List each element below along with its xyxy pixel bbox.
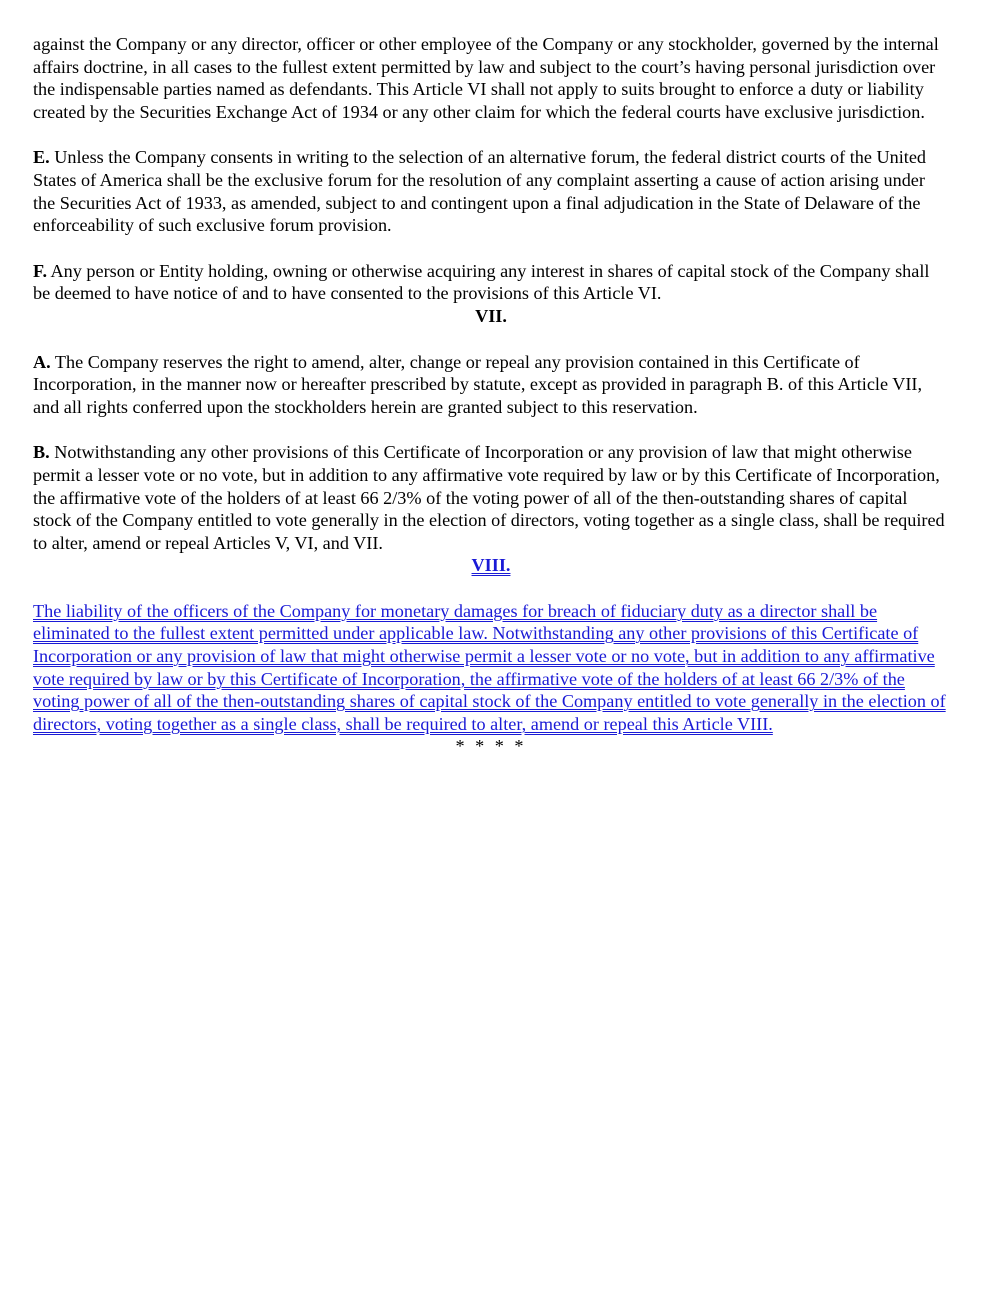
- section-e-label: E.: [33, 147, 50, 168]
- article-viii-heading: VIII.: [471, 555, 511, 576]
- paragraph-continuation: against the Company or any director, officer or other employee of the Company or any stockholder, governed by the internal affairs doctrine, in all cases to the fullest extent permitted by law and subject to the court’s having personal jurisdiction over the indispensable parties named as defendants. This Article VI shall not apply to suits brought to enforce a duty or liability created by the Securities Exchange Act of 1934 or any other claim for which the federal courts have exclusive jurisdiction.: [33, 34, 939, 122]
- section-e-text: Unless the Company consents in writing to the selection of an alternative forum, the federal district courts of the United States of America shall be the exclusive forum for the resolution of any complaint asserting a cause of action arising under the Securities Act of 1933, as amended, subject to and contingent upon a final adjudication in the State of Delaware of the enforceability of such exclusive forum provision.: [33, 147, 926, 236]
- section-f-label: F.: [33, 260, 47, 281]
- article-vii-heading: VII.: [475, 305, 507, 326]
- end-marker: * * * *: [455, 736, 527, 757]
- section-a-label: A.: [33, 351, 51, 372]
- article-viii-heading-wrap: [33, 554, 949, 577]
- section-e: [33, 146, 949, 236]
- article-viii-text: The liability of the officers of the Company for monetary damages for breach of fiduciary duty as a director shall be eliminated to the fullest extent permitted under applicable law. Notwithstanding any other provisions of this Certificate of Incorporation or any provision of law that might otherwise permit a lesser vote or no vote, but in addition to any affirmative vote required by law or by this Certificate of Incorporation, the affirmative vote of the holders of at least 66 2/3% of the voting power of all of the then-outstanding shares of capital stock of the Company entitled to vote generally in the election of directors, voting together as a single class, shall be required to alter, amend or repeal this Article VIII.: [33, 600, 946, 734]
- section-f-text: Any person or Entity holding, owning or otherwise acquiring any interest in shares of capital stock of the Company shall be deemed to have notice of and to have consented to the provisions of this Article VI.: [33, 260, 930, 304]
- article-viii-paragraph: [33, 600, 949, 736]
- section-b-label: B.: [33, 442, 50, 463]
- section-f: [33, 260, 949, 305]
- section-a-text: The Company reserves the right to amend, alter, change or repeal any provision contained in this Certificate of Incorporation, in the manner now or hereafter prescribed by statute, except as provided in paragraph B. of this Article VII, and all rights conferred upon the stockholders herein are granted subject to this reservation.: [33, 351, 923, 417]
- article-vii-section-a: [33, 351, 949, 419]
- section-b-text: Notwithstanding any other provisions of this Certificate of Incorporation or any provision of law that might otherwise permit a lesser vote or no vote, but in addition to any affirmative vote required by law or by this Certificate of Incorporation, the affirmative vote of the holders of at least 66 2/3% of the voting power of all of the then-outstanding shares of capital stock of the Company entitled to vote generally in the election of directors, voting together as a single class, shall be required to alter, amend or repeal Articles V, VI, and VII.: [33, 442, 945, 553]
- article-vii-section-b: [33, 441, 949, 554]
- document-page: [33, 33, 949, 758]
